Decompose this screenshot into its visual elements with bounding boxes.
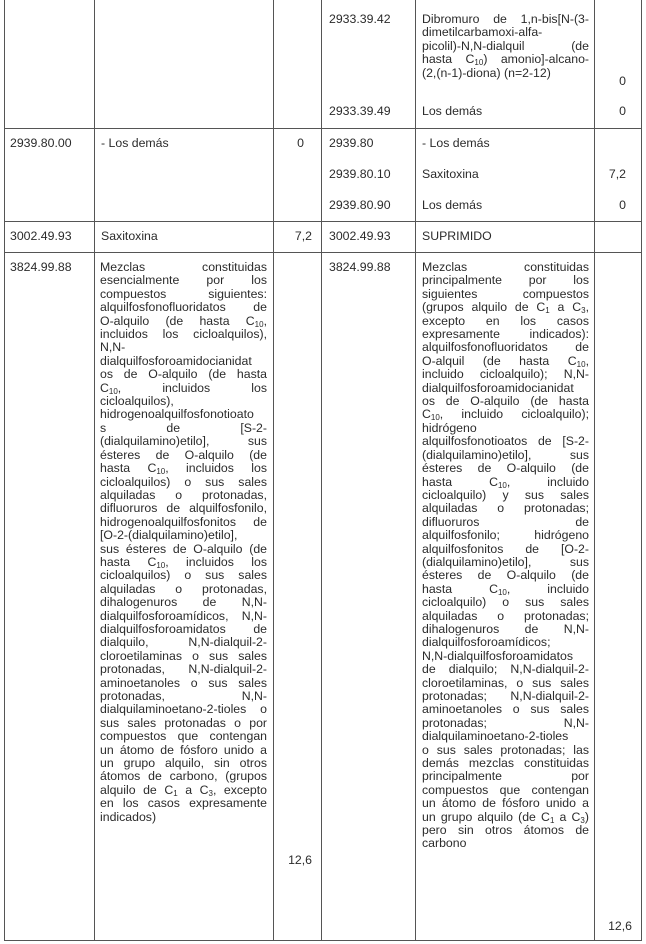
desc-line: sus ésteres de O-alquilo (de (100, 541, 267, 556)
desc-line: (dialquilamino)etilo], sus (422, 447, 589, 462)
old-description: Saxitoxina (101, 229, 158, 243)
desc-line: ésteres de O-alquilo (de (100, 447, 267, 462)
row-line (4, 940, 642, 941)
desc-line: dihalogenuros de N,N- (100, 595, 267, 610)
desc-line: ésteres de O-alquilo (de (422, 461, 589, 476)
desc-line: Dibromuro de 1,n-bis[N-(3- (422, 12, 589, 26)
desc-line: aminoetanoles o sus sales (100, 675, 267, 690)
desc-line: hasta $C_{10}$, incluido (422, 581, 589, 597)
desc-line: expresamente indicados): (422, 327, 589, 342)
desc-line: difluoruros de (422, 514, 589, 529)
desc-line: N,N-dialquilfosforoamidatos (422, 648, 574, 663)
desc-line: os de O-alquilo (de hasta (100, 367, 267, 382)
desc-line: hasta $C_{10}$) amonio]-alcano- (422, 52, 590, 68)
new-code: 2939.80.90 (329, 198, 391, 212)
desc-line: demás mezclas constituidas (422, 756, 589, 771)
desc-line: un átomo de fósforo unido a (100, 742, 267, 757)
new-rate: 0 (619, 198, 626, 212)
new-rate: 7,2 (608, 167, 626, 181)
desc-line: dialquilaminoetano-2-tioles (422, 729, 569, 744)
old-code: 2939.80.00 (10, 136, 72, 150)
column-line (94, 0, 95, 941)
new-code: 3002.49.93 (329, 229, 391, 243)
desc-line: o sus sales protonadas; las (422, 742, 589, 757)
desc-line: un grupo alquilo, sin otros (100, 756, 267, 771)
new-code: 2939.80 (329, 136, 374, 150)
desc-line: dihalogenuros de N,N- (422, 621, 589, 636)
desc-line: cicloalquilo) y sus sales (422, 487, 589, 502)
desc-line: hasta $C_{10}$, incluidos los (100, 461, 267, 477)
desc-line: (dialquilamino)etilo], sus (422, 554, 589, 569)
desc-line: esencialmente por los (100, 273, 267, 288)
column-line (594, 0, 595, 941)
desc-line: cicloalquilos) o sus sales (100, 568, 267, 583)
desc-line: N,N- (100, 340, 126, 355)
desc-line: dimetilcarbamoxi-alfa- (422, 25, 543, 40)
desc-line: os de O-alquilo (de hasta (422, 394, 589, 409)
new-code: 2933.39.42 (329, 12, 391, 26)
old-rate: 0 (297, 136, 304, 150)
desc-line: O-alquilo (de hasta $C_{10}$, (100, 313, 267, 329)
desc-line: cicloalquilos) o sus sales (100, 474, 267, 489)
desc-line: átomos de carbono, (grupos (100, 769, 267, 784)
desc-line: s de [S-2- (100, 420, 267, 435)
desc-line: en los casos expresamente (100, 796, 267, 811)
desc-line: Mezclas constituidas (422, 260, 589, 274)
desc-line: dialquilfosforoamídicos, N,N- (100, 608, 267, 623)
desc-line: hasta $C_{10}$, incluidos los (100, 554, 267, 570)
desc-line: dialquilaminoetano-2-tioles o (100, 702, 267, 717)
desc-line: incluido cicloalquilo); N,N- (422, 367, 589, 382)
desc-line: O-alquil (de hasta $C_{10}$, (422, 353, 589, 369)
desc-line: un grupo alquilo (de $C_1$ a $C_3$) (422, 809, 589, 825)
new-rate: 0 (619, 74, 626, 88)
desc-line: Mezclas constituidas (100, 260, 267, 274)
row-line (4, 252, 642, 253)
old-code: 3002.49.93 (10, 229, 72, 243)
desc-line: dialquilfosforoamídicos; (422, 635, 551, 650)
desc-line: alquilfosfonofluoridatos de (422, 340, 589, 355)
desc-line: alquiladas o protonadas; (422, 501, 589, 516)
new-rate: 0 (619, 104, 626, 118)
desc-line: cicloalquilos), (100, 394, 174, 409)
desc-line: dialquilfosforoamidatos de (100, 621, 267, 636)
desc-line: sus sales protonadas o por (100, 715, 267, 730)
desc-line: cloroetilaminas, o sus sales (422, 675, 589, 690)
row-line (4, 221, 642, 222)
desc-line: hidrogenoalquilfosfonotioato (100, 407, 254, 422)
desc-line: [O-2-(dialquilamino)etilo], (100, 528, 238, 543)
desc-line: dialquilo, N,N-dialquil-2- (100, 635, 267, 650)
old-description: - Los demás (101, 136, 169, 150)
new-description: - Los demás (422, 136, 490, 150)
desc-line: carbono (422, 836, 467, 851)
desc-line: cloroetilaminas o sus sales (100, 648, 267, 663)
desc-line: indicados) (100, 809, 157, 824)
desc-line: alquilfosfonotioatos de [S-2- (422, 434, 589, 449)
old-rate: 7,2 (294, 229, 312, 243)
desc-line: hidrógeno (422, 420, 477, 435)
new-description: Los demás (422, 198, 483, 212)
column-line (4, 0, 5, 941)
old-code: 3824.99.88 (10, 260, 72, 274)
desc-line: incluidos los cicloalquilos), (100, 327, 267, 342)
desc-line: aminoetanoles o sus sales (422, 702, 589, 717)
desc-line: pero sin otros átomos de (422, 823, 589, 838)
desc-line: ésteres de O-alquilo (de (422, 568, 589, 583)
desc-line: (dialquilamino)etilo], sus (100, 434, 267, 449)
desc-line: alquiladas o protonadas, (100, 487, 267, 502)
desc-line: de dialquilo; N,N-dialquil-2- (422, 662, 589, 677)
desc-line: hasta $C_{10}$, incluido (422, 474, 589, 490)
desc-line: protonadas, N,N-dialquil-2- (100, 662, 267, 677)
desc-line: compuestos que contengan (422, 782, 589, 797)
desc-line: alquilfosfonitos de [O-2- (422, 541, 589, 556)
desc-line: protonadas, N,N- (100, 689, 267, 703)
desc-line: alquiladas o protonadas; (422, 608, 589, 623)
desc-line: protonadas; N,N-dialquil-2- (422, 689, 589, 703)
column-line (273, 0, 274, 941)
old-rate: 12,6 (288, 853, 312, 867)
desc-line: (grupos alquilo de $C_1$ a $C_3$, (422, 300, 589, 316)
column-line (641, 0, 642, 941)
column-line (415, 0, 416, 941)
desc-line: alquilfosfonofluoridatos de (100, 300, 267, 315)
desc-line: principalmente por (422, 769, 589, 784)
desc-line: $C_{10}$, incluidos los (100, 380, 267, 396)
desc-line: cicloalquilo) o sus sales (422, 595, 589, 610)
new-description: Saxitoxina (422, 167, 479, 181)
new-code: 3824.99.88 (329, 260, 391, 274)
new-description (422, 13, 589, 80)
desc-line: difluoruros de alquilfosfonilo, (100, 501, 267, 516)
desc-line: siguientes compuestos (422, 286, 589, 301)
desc-line: protonadas; N,N- (422, 715, 589, 730)
desc-line: principalmente por los (422, 273, 589, 288)
desc-line: $C_{10}$, incluido cicloalquilo); (422, 407, 589, 423)
desc-line: picolil)-N,N-dialquil (de (422, 38, 589, 53)
desc-line: dialquilfosforoamidocianidat (422, 380, 574, 395)
desc-line: alquilfosfonilo; hidrógeno (422, 528, 589, 543)
desc-line: hidrogenoalquilfosfonitos de (100, 514, 267, 529)
desc-line: alquilo de $C_1$ a $C_3$, excepto (100, 782, 267, 798)
desc-line: alquiladas o protonadas, (100, 581, 267, 596)
desc-line: (2,(n-1)-diona) (n=2-12) (422, 65, 551, 80)
new-rate: 12,6 (608, 919, 632, 933)
desc-line: excepto en los casos (422, 313, 589, 328)
old-description (100, 261, 267, 824)
desc-line: compuestos que contengan (100, 729, 267, 744)
new-description (422, 261, 589, 851)
column-line (321, 0, 322, 941)
new-description: SUPRIMIDO (422, 229, 492, 243)
new-code: 2933.39.49 (329, 104, 391, 118)
tariff-table (4, 0, 642, 941)
new-code: 2939.80.10 (329, 167, 391, 181)
desc-line: un átomo de fósforo unido a (422, 796, 589, 811)
desc-line: compuestos siguientes: (100, 286, 267, 301)
row-line (4, 128, 642, 129)
new-description: Los demás (422, 104, 483, 118)
desc-line: dialquilfosforoamidocianidat (100, 353, 252, 368)
